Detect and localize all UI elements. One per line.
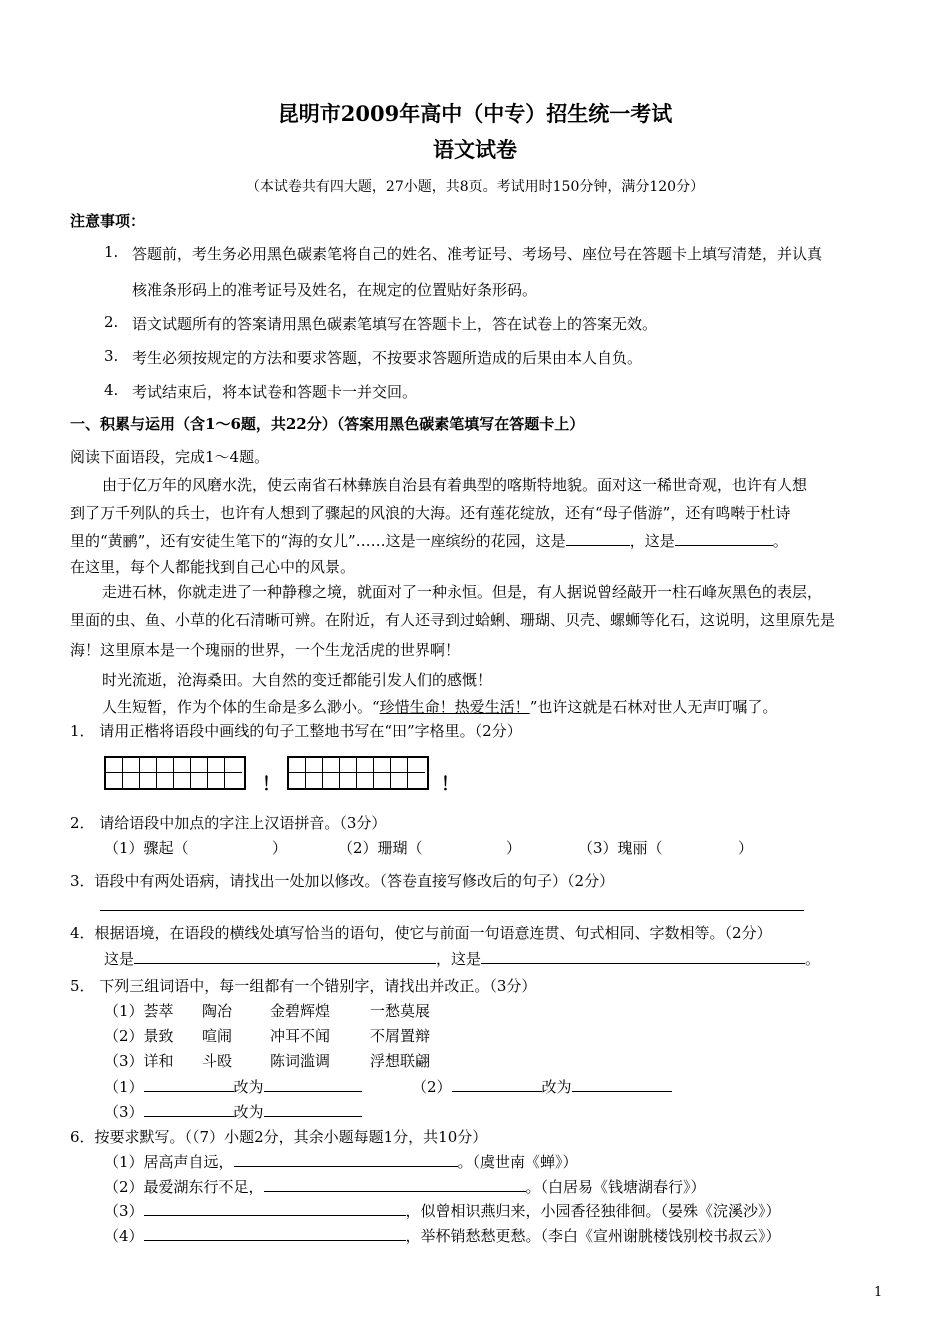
p1-line3-mid: ，这是 (629, 532, 675, 550)
p1-line4: 在这里，每个人都能找到自己心中的风景。 (70, 558, 356, 576)
p1-line1: 由于亿万年的风磨水洗，使云南省石林彝族自治县有着典型的喀斯特地貌。面对这一稀世奇观，也许有人想 (102, 476, 808, 494)
p1-line3-end: 。 (772, 532, 788, 550)
q5-fix-1-change: 改为 (233, 1078, 264, 1096)
q6-line1 (104, 1151, 578, 1172)
p2-line2: 里面的虫、鱼、小草的化石清晰可辨。在附近，有人还寻到过蛤蜊、珊瑚、贝壳、螺蛳等化石，这说明，这里原先是 (70, 611, 836, 629)
p4-underlined-sentence: 珍惜生命！热爱生活！ (379, 698, 530, 716)
q3-answer-line[interactable] (100, 910, 804, 911)
q5-row3-w2: 斗殴 (202, 1052, 233, 1070)
q6-line3 (104, 1200, 781, 1221)
p4-post: ”也许这就是石林对世人无声叮嘱了。 (529, 698, 778, 716)
q6-l3-blank[interactable] (144, 1201, 406, 1216)
q5-row1-w3: 金碧辉煌 (270, 1002, 331, 1020)
note-3-line1: 考生必须按规定的方法和要求答题，不按要求答题所造成的后果由本人自负。 (132, 349, 643, 367)
q2-c-close: ） (738, 839, 754, 857)
q5-fix-1-wrong[interactable] (144, 1077, 234, 1092)
q6-line2 (104, 1176, 706, 1197)
note-1-line1: 答题前，考生务必用黑色碳素笔将自己的姓名、准考证号、考场号、座位号在答题卡上填写清楚，并认真 (132, 245, 823, 263)
q2-a-close: ） (272, 839, 288, 857)
p1-line2: 到了万千列队的兵士，也许有人想到了骤起的风浪的大海。还有莲花绽放，还有“母子偕游”，还有鸣啭于杜诗 (70, 504, 791, 522)
note-4-line1: 考试结束后，将本试卷和答题卡一并交回。 (132, 383, 418, 401)
q5-row3-w4: 浮想联翩 (370, 1052, 431, 1070)
section1-heading: 一、积累与运用（含1～6题，共22分）（答案用黑色碳素笔填写在答题卡上） (70, 415, 585, 433)
p2-line1: 走进石林，你就走进了一种静穆之境，就面对了一种永恒。但是，有人据说曾经敲开一柱石峰灰黑色的表层， (102, 583, 823, 601)
q5-row2-w3: 冲耳不闻 (270, 1027, 331, 1045)
p1-line3-text: 里的“黄鹂”，还有安徒生笔下的“海的女儿”……这是一座缤纷的花园，这是 (70, 532, 566, 550)
page-number: 1 (874, 1285, 883, 1300)
note-2-num: 2. (104, 313, 119, 331)
exam-title: 昆明市2009年高中（中专）招生统一考试 (277, 101, 673, 126)
q5-row2-w1: （2）景致 (104, 1027, 174, 1045)
p3: 时光流逝，沧海桑田。大自然的变迁都能引发人们的感慨！ (102, 671, 493, 689)
q5-row2-w2: 喧闹 (202, 1027, 233, 1045)
q6-l4-blank[interactable] (144, 1226, 406, 1241)
q2-a: （1）骤起（ (104, 839, 189, 857)
q5-fix-2 (412, 1076, 672, 1097)
paper-subtitle: 语文试卷 (433, 137, 517, 162)
q5-fix-2-wrong[interactable] (452, 1077, 542, 1092)
q6-l4-source: ，举杯销愁愁更愁。（李白《宣州谢朓楼饯别校书叔云》） (405, 1227, 781, 1245)
reading-intro: 阅读下面语段，完成1～4题。 (70, 448, 270, 466)
note-4-num: 4. (104, 381, 119, 399)
q4-blank-1[interactable] (134, 949, 436, 964)
blank-2 (675, 531, 773, 546)
q5-fix-1 (104, 1076, 362, 1097)
q6-l4-prompt: （4） (104, 1227, 144, 1245)
note-2-line1: 语文试题所有的答案请用黑色碳素笔填写在答题卡上，答在试卷上的答案无效。 (132, 315, 658, 333)
q5-row2-w4: 不屑置辩 (370, 1027, 431, 1045)
q5-fix-2-correct[interactable] (572, 1077, 672, 1092)
q6-l2-prompt: （2）最爱湖东行不足， (104, 1178, 264, 1196)
q5-fix-3-wrong[interactable] (144, 1102, 234, 1117)
q1-excl-2: ！ (441, 774, 459, 795)
p2-line3: 海！这里原本是一个瑰丽的世界，一个生龙活虎的世界啊！ (70, 641, 461, 659)
q4-text: 4．根据语境，在语段的横线处填写恰当的语句，使它与前面一句语意连贯、句式相同、字数相等。（2分） (70, 924, 772, 942)
tianzige-grid-2[interactable] (287, 756, 429, 790)
q2-text: 2． 请给语段中加点的字注上汉语拼音。（3分） (70, 814, 387, 832)
q4-blank-2[interactable] (481, 949, 805, 964)
blank-1 (566, 531, 630, 546)
note-3-num: 3. (104, 347, 119, 365)
tianzige-grid-1[interactable] (104, 756, 246, 790)
q4-c: 。 (805, 950, 821, 968)
q6-l3-source: ，似曾相识燕归来，小园香径独徘徊。（晏殊《浣溪沙》） (405, 1202, 781, 1220)
q4-b: ，这是 (436, 950, 482, 968)
q6-l1-source: 。（虞世南《蝉》） (457, 1153, 578, 1171)
q5-row3-w1: （3）详和 (104, 1052, 174, 1070)
q6-l2-blank[interactable] (264, 1177, 526, 1192)
p1-line3 (70, 530, 788, 551)
q5-text: 5． 下列三组词语中，每一组都有一个错别字，请找出并改正。（3分） (70, 977, 537, 995)
q6-l3-prompt: （3） (104, 1202, 144, 1220)
q6-text: 6．按要求默写。（（7）小题2分，其余小题每题1分，共10分） (70, 1128, 488, 1146)
note-1-line2: 核准条形码上的准考证号及姓名，在规定的位置贴好条形码。 (132, 281, 538, 299)
p4-pre: 人生短暂，作为个体的生命是多么渺小。“ (102, 698, 380, 716)
exam-info: （本试卷共有四大题，27小题，共8页。考试用时150分钟，满分120分） (245, 179, 705, 195)
q5-row1-w4: 一愁莫展 (370, 1002, 431, 1020)
q1-text: 1． 请用正楷将语段中画线的句子工整地书写在“田”字格里。（2分） (70, 722, 522, 740)
p4 (102, 696, 777, 717)
q5-fix-2-label: （2） (412, 1078, 452, 1096)
q2-b: （2）珊瑚（ (338, 839, 423, 857)
q5-fix-3 (104, 1101, 362, 1122)
q4-answer-row (104, 948, 820, 969)
q2-c: （3）瑰丽（ (578, 839, 663, 857)
q1-excl-1: ！ (262, 774, 280, 795)
q6-l1-prompt: （1）居高声自远， (104, 1153, 234, 1171)
q5-fix-3-label: （3） (104, 1103, 144, 1121)
note-1-num: 1. (104, 243, 119, 261)
q2-b-close: ） (506, 839, 522, 857)
q5-fix-3-correct[interactable] (264, 1102, 362, 1117)
q5-fix-1-label: （1） (104, 1078, 144, 1096)
q5-fix-1-correct[interactable] (264, 1077, 362, 1092)
q5-row1-w1: （1）荟萃 (104, 1002, 174, 1020)
q6-line4 (104, 1225, 781, 1246)
q6-l1-blank[interactable] (234, 1152, 458, 1167)
q5-row3-w3: 陈词滥调 (270, 1052, 331, 1070)
notes-heading: 注意事项： (70, 212, 146, 230)
q3-text: 3．语段中有两处语病，请找出一处加以修改。（答卷直接写修改后的句子）（2分） (70, 872, 615, 890)
q6-l2-source: 。（白居易《钱塘湖春行》） (525, 1178, 706, 1196)
q5-row1-w2: 陶冶 (202, 1002, 233, 1020)
q4-a: 这是 (104, 950, 135, 968)
q5-fix-2-change: 改为 (541, 1078, 572, 1096)
q5-fix-3-change: 改为 (233, 1103, 264, 1121)
